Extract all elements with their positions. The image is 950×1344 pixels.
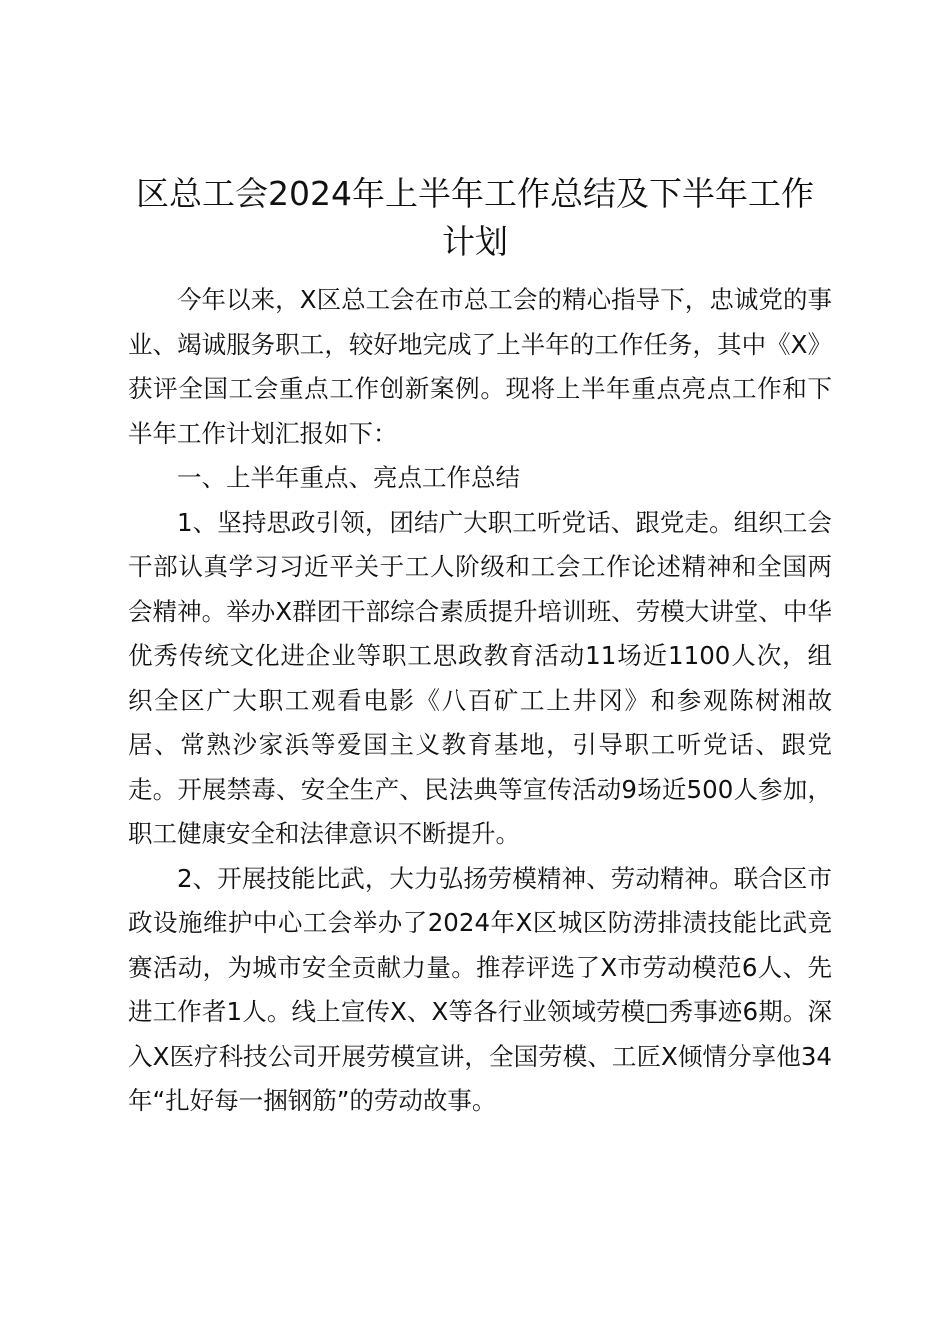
document-title: 区总工会2024年上半年工作总结及下半年工作计划 — [136, 174, 814, 261]
section-heading: 一、上半年重点、亮点工作总结 — [177, 463, 520, 492]
document-body — [128, 278, 832, 1124]
intro-paragraph: 今年以来，X区总工会在市总工会的精心指导下，忠诚党的事业、竭诚服务职工，较好地完成了上半年的工作任务，其中《X》获评全国工会重点工作创新案例。现将上半年重点亮点工作和下半年工作计划汇报如下： — [128, 285, 832, 448]
item-2-paragraph: 2、开展技能比武，大力弘扬劳模精神、劳动精神。联合区市政设施维护中心工会举办了2024年X区城区防涝排渍技能比武竞赛活动，为城市安全贡献力量。推荐评选了X市劳动模范6人、先进工作者1人。线上宣传X、X等各行业领域劳模□秀事迹6期。深入X医疗科技公司开展劳模宣讲，全国劳模、工匠X倾情分享他34年“扎好每一捆钢筋”的劳动故事。 — [128, 863, 832, 1115]
item-1-paragraph: 1、坚持思政引领，团结广大职工听党话、跟党走。组织工会干部认真学习习近平关于工人阶级和工会工作论述精神和全国两会精神。举办X群团干部综合素质提升培训班、劳模大讲堂、中华优秀传统文化进企业等职工思政教育活动11场近1100人次，组织全区广大职工观看电影《八百矿工上井冈》和参观陈树湘故居、常熟沙家浜等爱国主义教育基地，引导职工听党话、跟党走。开展禁毒、安全生产、民法典等宣传活动9场近500人参加，职工健康安全和法律意识不断提升。 — [128, 507, 832, 848]
